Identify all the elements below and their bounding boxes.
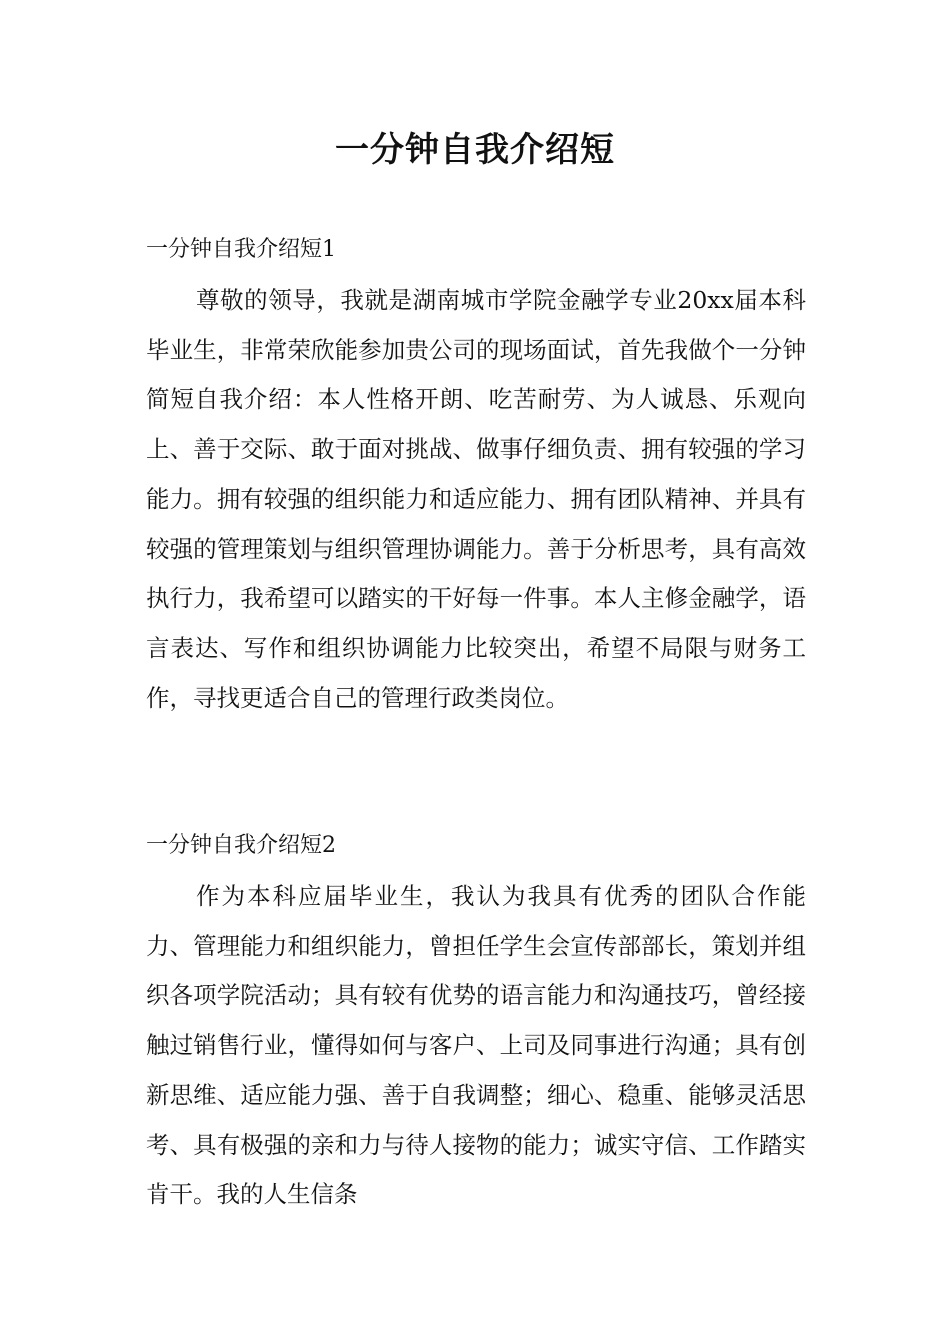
section-heading-1: 一分钟自我介绍短1 [146,237,336,262]
section-paragraph-2: 作为本科应届毕业生，我认为我具有优秀的团队合作能力、管理能力和组织能力，曾担任学生会宣传部部长，策划并组织各项学院活动；具有较有优势的语言能力和沟通技巧，曾经接触过销售行业，懂得如何与客户、上司及同事进行沟通；具有创新思维、适应能力强、善于自我调整；细心、稳重、能够灵活思考、具有极强的亲和力与待人接物的能力；诚实守信、工作踏实肯干。我的人生信条 [146,882,806,1209]
section-paragraph-1: 尊敬的领导，我就是湖南城市学院金融学专业20xx届本科毕业生，非常荣欣能参加贵公司的现场面试，首先我做个一分钟简短自我介绍：本人性格开朗、吃苦耐劳、为人诚恳、乐观向上、善于交际、敢于面对挑战、做事仔细负责、拥有较强的学习能力。拥有较强的组织能力和适应能力、拥有团队精神、并具有较强的管理策划与组织管理协调能力。善于分析思考，具有高效执行力，我希望可以踏实的干好每一件事。本人主修金融学，语言表达、写作和组织协调能力比较突出，希望不局限与财务工作，寻找更适合自己的管理行政类岗位。 [146,286,806,712]
section-heading-2: 一分钟自我介绍短2 [146,833,336,858]
document-title: 一分钟自我介绍短 [335,130,615,170]
